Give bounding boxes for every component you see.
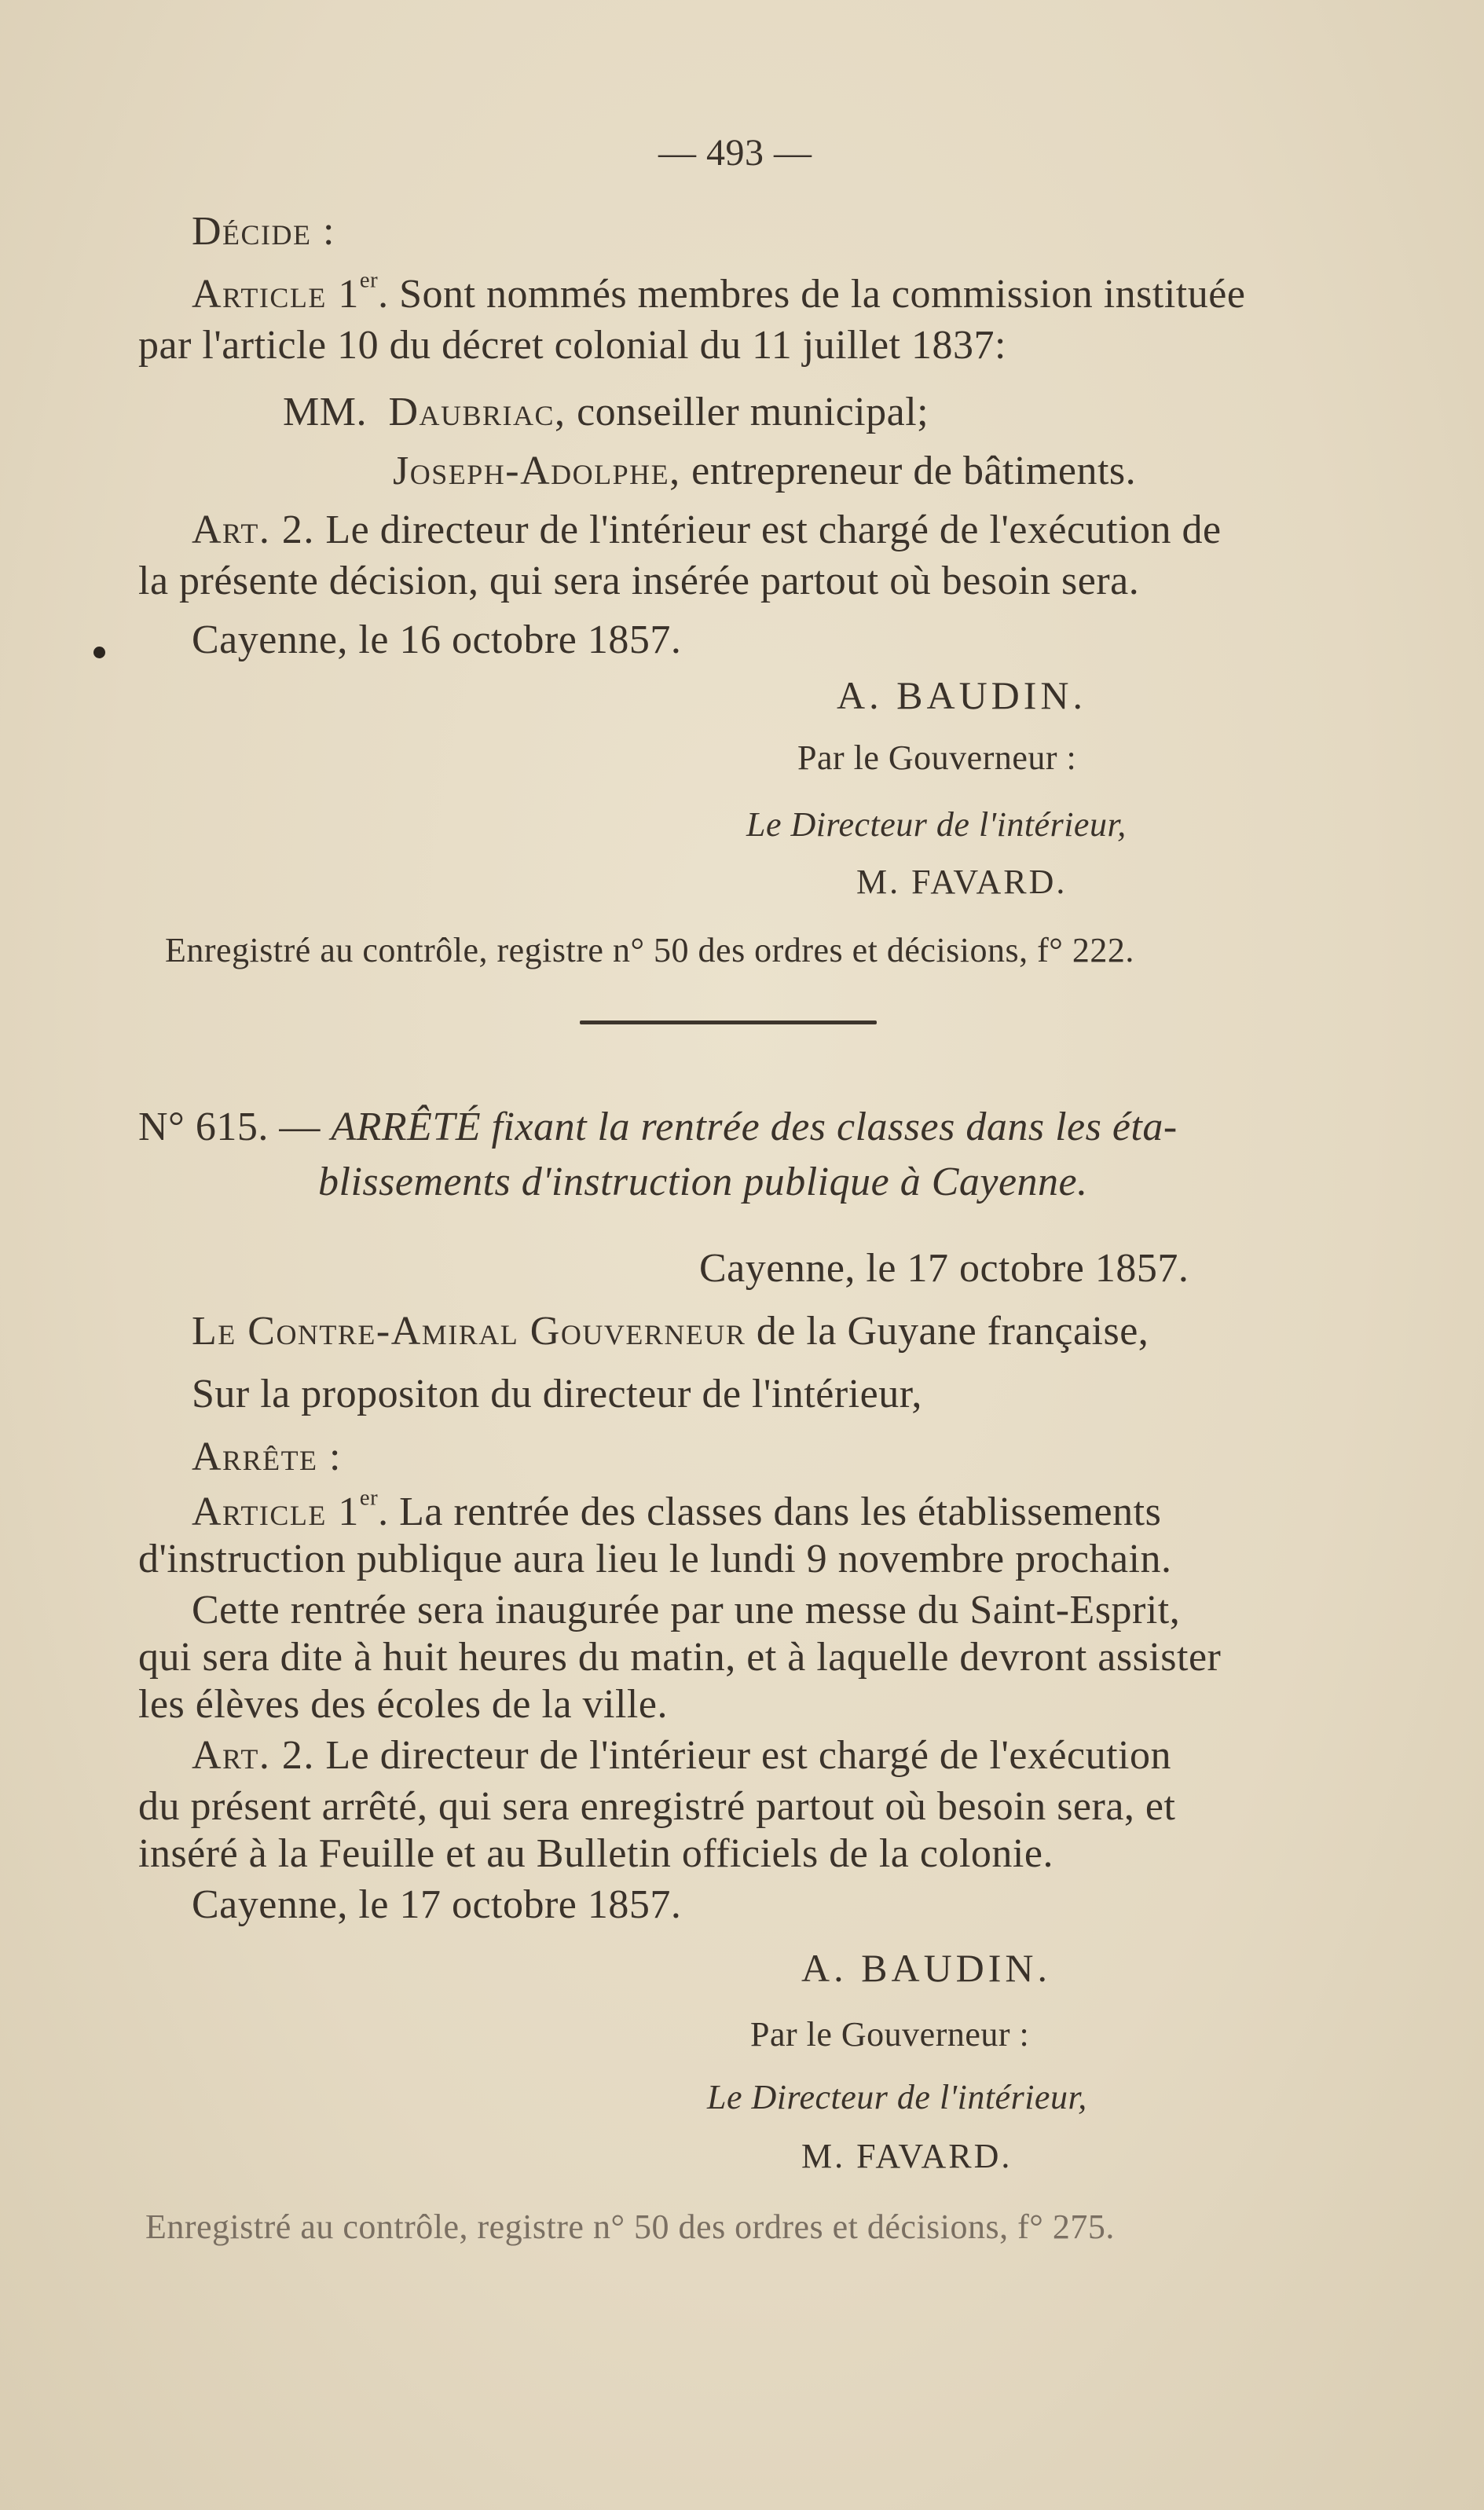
para-2-line-1: Cette rentrée sera inaugurée par une messe du Saint-Esprit, bbox=[192, 1588, 1181, 1632]
page-number: — 493 — bbox=[658, 132, 812, 174]
preamble-1 bbox=[192, 1308, 1149, 1355]
arrete-article-1 bbox=[192, 1486, 1162, 1536]
arrete-article-1-sup: er bbox=[359, 1486, 379, 1511]
article-1-text: . Sont nommés membres de la commission instituée bbox=[378, 272, 1246, 317]
mm-label: MM. bbox=[283, 390, 367, 434]
arrete-article-1-cont: d'instruction publique aura lieu le lundi 9 novembre prochain. bbox=[138, 1537, 1172, 1581]
arrete-title-line-2: blissements d'instruction publique à Cayenne. bbox=[318, 1160, 1088, 1204]
arrete-place-date-top: Cayenne, le 17 octobre 1857. bbox=[699, 1246, 1189, 1291]
para-2-line-3: les élèves des écoles de la ville. bbox=[138, 1682, 668, 1727]
signature-2: A. BAUDIN. bbox=[801, 1946, 1052, 1990]
arrete-article-1-label: Article 1 bbox=[192, 1490, 360, 1534]
article-2-cont: la présente décision, qui sera insérée partout où besoin sera. bbox=[138, 559, 1140, 603]
member-2-line bbox=[393, 448, 1136, 495]
member-1-role: conseiller municipal; bbox=[577, 390, 929, 434]
registration-1: Enregistré au contrôle, registre n° 50 des ordres et décisions, f° 222. bbox=[165, 931, 1134, 969]
directeur-2: Le Directeur de l'intérieur, bbox=[707, 2078, 1087, 2116]
favard-2: M. FAVARD. bbox=[801, 2137, 1013, 2175]
par-le-gouverneur-2: Par le Gouverneur : bbox=[750, 2015, 1030, 2054]
article-1-line bbox=[192, 268, 1246, 318]
arrete-label: Arrête : bbox=[192, 1435, 342, 1479]
decide-heading: Décide : bbox=[192, 209, 335, 254]
article-1-cont: par l'article 10 du décret colonial du 11 juillet 1837: bbox=[138, 323, 1006, 368]
preamble-1-rest: de la Guyane française, bbox=[756, 1309, 1149, 1354]
member-2-name: Joseph-Adolphe, bbox=[393, 449, 681, 493]
par-le-gouverneur-1: Par le Gouverneur : bbox=[797, 738, 1077, 777]
arrete-article-2-line-3: inséré à la Feuille et au Bulletin officiels de la colonie. bbox=[138, 1831, 1053, 1876]
place-date-2: Cayenne, le 17 octobre 1857. bbox=[192, 1882, 682, 1927]
directeur-1: Le Directeur de l'intérieur, bbox=[746, 805, 1127, 844]
article-2-line bbox=[192, 507, 1222, 554]
article-2-label: Art. 2. bbox=[192, 507, 315, 552]
member-1-line bbox=[283, 389, 929, 436]
arrete-article-2-label: Art. 2. bbox=[192, 1733, 315, 1778]
preamble-2: Sur la propositon du directeur de l'intérieur, bbox=[192, 1372, 922, 1416]
section-divider bbox=[580, 1020, 877, 1024]
para-2-line-2: qui sera dite à huit heures du matin, et à laquelle devront assister bbox=[138, 1635, 1222, 1680]
arrete-title-1: ARRÊTÉ fixant la rentrée des classes dans les éta- bbox=[331, 1105, 1178, 1149]
arrete-article-2 bbox=[192, 1732, 1171, 1779]
arrete-article-1-text: . La rentrée des classes dans les établissements bbox=[378, 1490, 1162, 1534]
favard-1: M. FAVARD. bbox=[856, 863, 1068, 901]
article-1-label: Article 1 bbox=[192, 272, 360, 317]
member-2-role: entrepreneur de bâtiments. bbox=[691, 449, 1137, 493]
article-1-sup: er bbox=[359, 268, 379, 293]
member-1-name: Daubriac, bbox=[388, 390, 566, 434]
arrete-title-line-1 bbox=[138, 1104, 1178, 1151]
arrete-article-2-line-2: du présent arrêté, qui sera enregistré partout où besoin sera, et bbox=[138, 1784, 1176, 1829]
place-date-1: Cayenne, le 16 octobre 1857. bbox=[192, 617, 682, 662]
registration-2: Enregistré au contrôle, registre n° 50 des ordres et décisions, f° 275. bbox=[145, 2208, 1115, 2246]
arrete-number: N° 615. — bbox=[138, 1105, 321, 1149]
preamble-1-title: Le Contre-Amiral Gouverneur bbox=[192, 1309, 746, 1354]
arrete-article-2-text: Le directeur de l'intérieur est chargé de l'exécution bbox=[325, 1733, 1171, 1778]
article-2-text: Le directeur de l'intérieur est chargé de l'exécution de bbox=[325, 507, 1222, 552]
margin-dot bbox=[93, 647, 105, 658]
signature-1: A. BAUDIN. bbox=[837, 673, 1087, 717]
